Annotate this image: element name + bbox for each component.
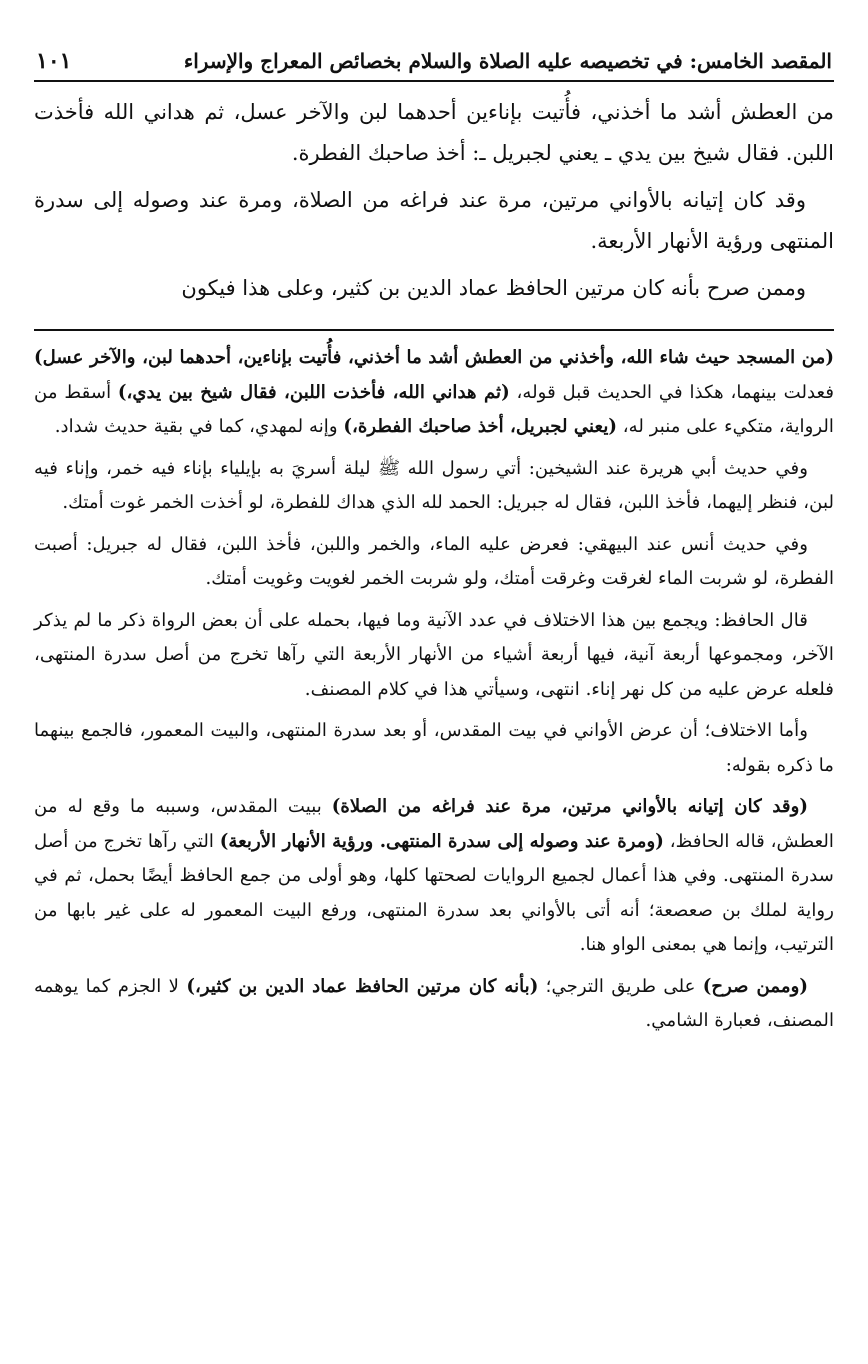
- text-segment: وقد كان إتيانه بالأواني مرتين، مرة عند فراغه من الصلاة، ومرة عند وصوله إلى سدرة المنتهى ورؤية الأنهار الأربعة.: [34, 188, 834, 253]
- chapter-title: المقصد الخامس: في تخصيصه عليه الصلاة والسلام بخصائص المعراج والإسراء: [183, 49, 832, 73]
- text-segment: فعدلت بينهما، هكذا في الحديث قبل قوله،: [509, 381, 835, 403]
- commentary-separator: [34, 329, 834, 331]
- commentary: [34, 341, 834, 1039]
- main-paragraph: [34, 180, 834, 262]
- text-segment: وممن صرح بأنه كان مرتين الحافظ عماد الدين بن كثير، وعلى هذا فيكون: [181, 276, 806, 300]
- running-header: [34, 46, 834, 80]
- commentary-paragraph: [34, 714, 834, 783]
- commentary-paragraph: [34, 452, 834, 521]
- main-paragraph: [34, 268, 834, 309]
- quoted-matn-text: (وقد كان إتيانه بالأواني مرتين، مرة عند فراغه من الصلاة): [331, 796, 808, 817]
- commentary-paragraph: [34, 528, 834, 597]
- text-segment: التي رآها تخرج من أصل سدرة المنتهى. وفي هذا أعمال لجميع الروايات لصحتها كلها، وهو أولى من جمع الحافظ أيضًا بحمل، ثم في رواية لملك بن صعصعة؛ أنه أتى بالأواني بعد سدرة المنتهى، ورفع البيت المعمور له على غير بابها من الترتيب، وإنما هي بمعنى الواو هنا.: [34, 830, 834, 955]
- text-segment: من العطش أشد ما أخذني، فأُتيت بإناءين أحدهما لبن والآخر عسل، ثم هداني الله فأخذت اللبن. فقال شيخ بين يدي ـ يعني لجبريل ـ: أخذ صاحبك الفطرة.: [34, 100, 834, 165]
- main-text: [34, 92, 834, 309]
- quoted-matn-text: (وممن صرح): [702, 975, 809, 997]
- page-number: ١٠١: [36, 48, 72, 74]
- text-segment: وفي حديث أبي هريرة عند الشيخين: أتي رسول الله ﷺ ليلة أسريَ به بإيلياء بإناء فيه خمر، وإناء فيه لبن، فنظر إليهما، فأخذ اللبن، فقال له جبريل: الحمد لله الذي هداك للفطرة، لو أخذت الخمر غوت أمتك.: [34, 457, 834, 513]
- quoted-matn-text: (ومرة عند وصوله إلى سدرة المنتهى. ورؤية الأنهار الأربعة): [219, 830, 664, 852]
- quoted-matn-text: (يعني لجبريل، أخذ صاحبك الفطرة،): [343, 416, 617, 437]
- text-segment: أسقط من الرواية، متكيء على منبر له،: [34, 381, 834, 437]
- text-segment: ببيت المقدس، وسببه ما وقع له من العطش، قاله الحافظ،: [34, 796, 834, 852]
- book-page: [34, 46, 834, 1046]
- header-rule: [34, 80, 834, 82]
- commentary-paragraph: [34, 970, 834, 1039]
- text-segment: وإنه لمهدي، كما في بقية حديث شداد.: [54, 416, 344, 437]
- text-segment: لا الجزم كما يوهمه المصنف، فعبارة الشامي.: [34, 975, 834, 1031]
- text-segment: وأما الاختلاف؛ أن عرض الأواني في بيت المقدس، أو بعد سدرة المنتهى، والبيت المعمور، فالجمع بينهما ما ذكره بقوله:: [34, 720, 834, 776]
- quoted-matn-text: (ثم هداني الله، فأخذت اللبن، فقال شيخ بين يدي،): [117, 381, 510, 403]
- main-paragraph: [34, 92, 834, 174]
- text-segment: وفي حديث أنس عند البيهقي: فعرض عليه الماء، والخمر واللبن، فأخذ اللبن، فقال له جبريل: أصبت الفطرة، لو شربت الماء لغرقت وغرقت أمتك، ولو شربت الخمر لغويت وغويت أمتك.: [34, 533, 834, 589]
- text-segment: قال الحافظ: ويجمع بين هذا الاختلاف في عدد الآنية وما فيها، بحمله على أن بعض الرواة ذكر ما لم يذكر الآخر، ومجموعها أربعة آنية، فيها أربعة أشياء من الأنهار الأربعة التي رآها تخرج من أصل سدرة المنتهى، فلعله عرض عليه من كل نهر إناء. انتهى، وسيأتي هذا في كلام المصنف.: [34, 609, 834, 700]
- quoted-matn-text: (بأنه كان مرتين الحافظ عماد الدين بن كثير،): [186, 975, 539, 997]
- commentary-paragraph: [34, 790, 834, 963]
- commentary-paragraph: [34, 604, 834, 708]
- commentary-paragraph: [34, 341, 834, 445]
- quoted-matn-text: (من المسجد حيث شاء الله، وأخذني من العطش أشد ما أخذني، فأُتيت بإناءين، أحدهما لبن، والآخر عسل): [34, 347, 834, 368]
- text-segment: على طريق الترجي؛: [538, 975, 703, 997]
